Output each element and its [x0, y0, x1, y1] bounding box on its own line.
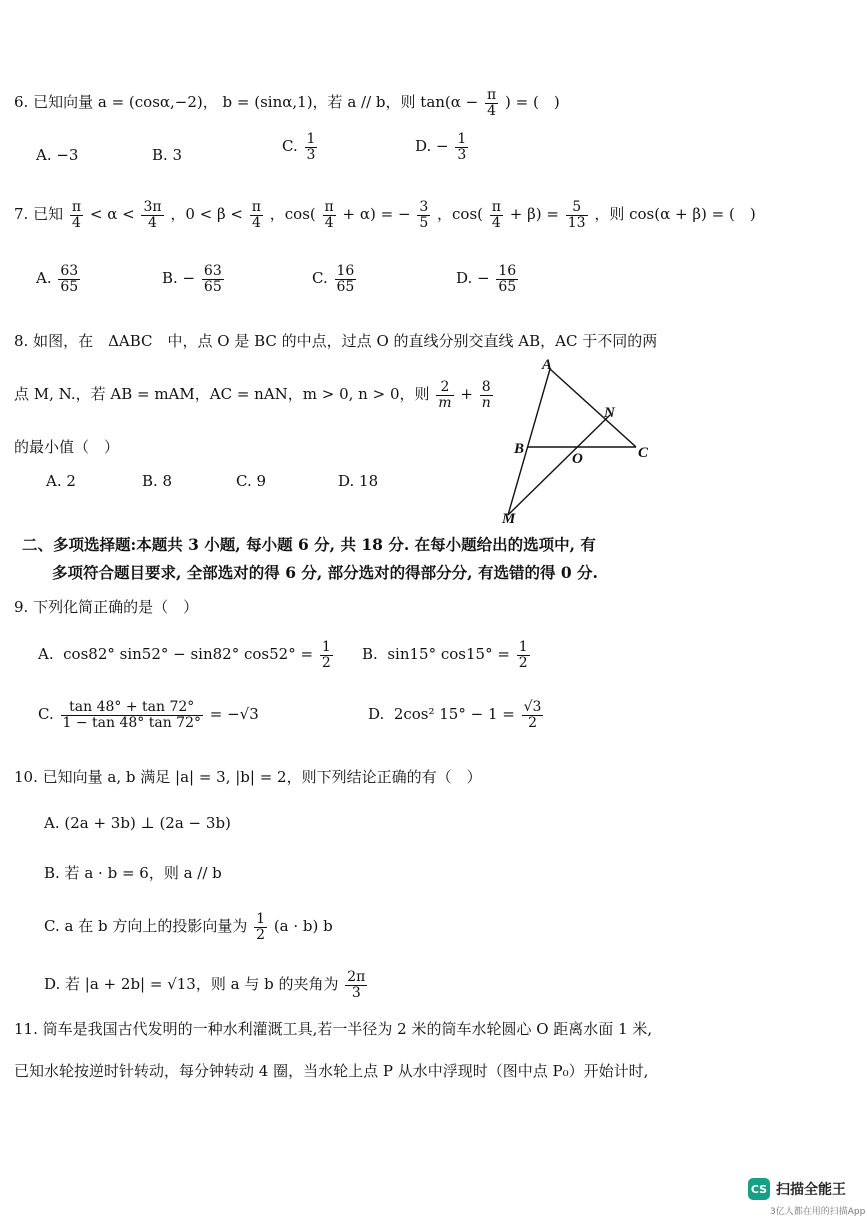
q6-option-d: D. − $\frac{1}{3}$ — [415, 131, 467, 163]
q6-option-a: A. −3 — [36, 146, 79, 164]
q9-option-b: B. sin15° cos15° = $\frac{1}{2}$ — [362, 639, 528, 671]
fig-label-o: O — [572, 451, 583, 467]
fig-label-b: B — [514, 441, 525, 457]
watermark-subtitle: 3亿人都在用的扫描App — [770, 1207, 866, 1217]
q6-option-b: B. 3 — [152, 146, 183, 164]
q6-option-c: C. $\frac{1}{3}$ — [282, 131, 316, 163]
q8-line1: 8. 如图，在 ΔABC 中，点 O 是 BC 的中点，过点 O 的直线分别交直线 AB，AC 于不同的两 — [14, 332, 658, 350]
q7-option-a: A. $\frac{63}{65}$ — [36, 263, 79, 295]
q11-line1: 11. 筒车是我国古代发明的一种水利灌溉工具,若一半径为 2 米的筒车水轮圆心 O 距离水面 1 米, — [14, 1020, 653, 1038]
fig-label-m: M — [502, 511, 516, 527]
q9-option-c: C. $\frac{\tan 48^\circ + \tan 72^\circ}{1 - \tan 48^\circ \tan 72^\circ}$ = −√3 — [38, 699, 259, 731]
q10-option-a: A. (2a + 3b) ⊥ (2a − 3b) — [44, 814, 231, 832]
q8-line3: 的最小值（ ） — [14, 438, 120, 456]
fig-label-c: C — [638, 445, 649, 461]
q10-option-d: D. 若 |a + 2b| = √13，则 a 与 b 的夹角为 $\frac{2\pi}{3}$ — [44, 969, 366, 1001]
q7-option-b: B. − $\frac{63}{65}$ — [162, 263, 222, 295]
section2-heading-line2: 多项符合题目要求, 全部选对的得 6 分, 部分选对的得部分分, 有选错的得 0 分. — [52, 563, 598, 582]
q8-option-d: D. 18 — [338, 472, 379, 490]
q8-triangle-figure — [490, 355, 670, 530]
q7-option-d: D. − $\frac{16}{65}$ — [456, 263, 517, 295]
fig-label-a: A — [542, 357, 553, 373]
q8-option-c: C. 9 — [236, 472, 267, 490]
q9-option-d: D. 2cos² 15° − 1 = $\frac{√3}{2}$ — [368, 699, 542, 731]
q9-stem: 9. 下列化简正确的是（ ） — [14, 598, 199, 616]
q7-option-c: C. $\frac{16}{65}$ — [312, 263, 355, 295]
q10-option-c: C. a 在 b 方向上的投影向量为 $\frac{1}{2}$ (a · b) b — [44, 911, 333, 943]
q7-stem: 7. 已知 $\frac{\pi}{4}$ < α < $\frac{3\pi}{4}$ ，0 < β < $\frac{\pi}{4}$ ，cos( $\frac{\pi}{4}$ + α) = − $\frac{3}{5}$ ，cos( $\frac{\pi}{4}$ + β) = $\frac{5}{13}$ ，则 cos(α + β) = ( ) — [14, 199, 756, 231]
q8-option-b: B. 8 — [142, 472, 173, 490]
fig-label-n: N — [604, 405, 615, 421]
q11-line2: 已知水轮按逆时针转动，每分钟转动 4 圈，当水轮上点 P 从水中浮现时（图中点 P₀）开始计时, — [14, 1062, 649, 1080]
q8-line2: 点 M, N.，若 AB = mAM，AC = nAN，m > 0, n > 0，则 $\frac{2}{m}$ + $\frac{8}{n}$ — [14, 379, 491, 411]
q9-option-a: A. cos82° sin52° − sin82° cos52° = $\frac{1}{2}$ — [38, 639, 331, 671]
watermark-name: 扫描全能王 — [776, 1182, 846, 1198]
q8-option-a: A. 2 — [46, 472, 76, 490]
q10-stem: 10. 已知向量 a, b 满足 |a| = 3, |b| = 2，则下列结论正确的有（ ） — [14, 768, 482, 786]
q6-stem: 6. 已知向量 a = (cosα,−2)， b = (sinα,1)，若 a // b，则 tan(α − $\frac{\pi}{4}$ ) = ( ) — [14, 87, 560, 119]
section2-heading-line1: 二、多项选择题:本题共 3 小题, 每小题 6 分, 共 18 分. 在每小题给出的选项中, 有 — [22, 535, 596, 554]
q10-option-b: B. 若 a · b = 6，则 a // b — [44, 864, 222, 882]
scanner-watermark — [748, 1178, 846, 1200]
camscanner-logo-icon: CS — [748, 1178, 770, 1200]
